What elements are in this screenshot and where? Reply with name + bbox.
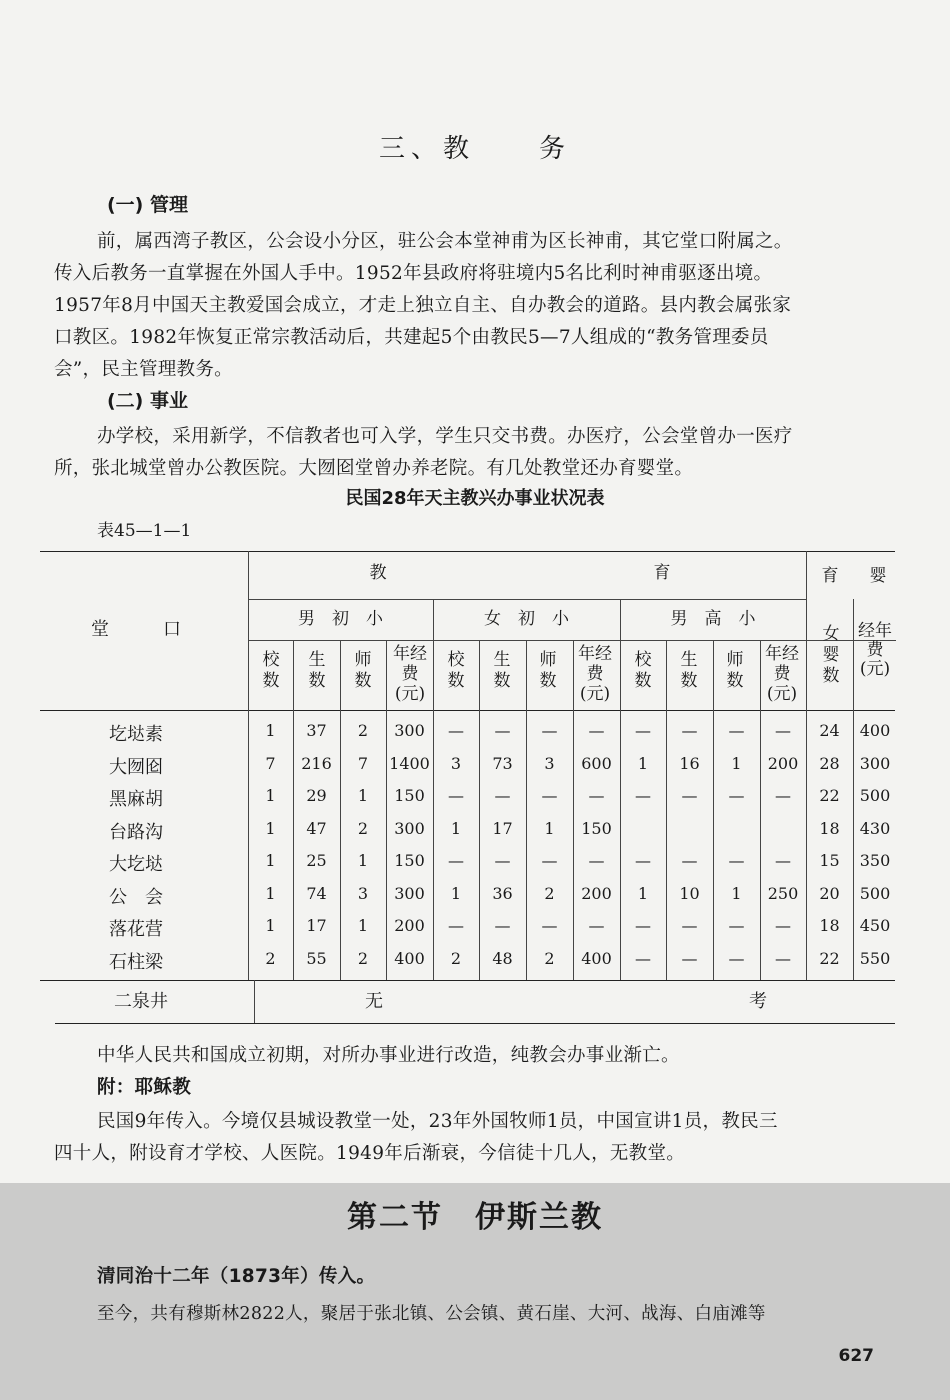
table-cell: 10: [679, 883, 700, 903]
table-cell: —: [728, 721, 745, 740]
text-line: 办学校，采用新学，不信教者也可入学，学生只交书费。办医疗，公会堂曾办一医疗: [97, 426, 793, 447]
table-cell: 300: [394, 721, 425, 740]
table-cell: 200: [581, 883, 612, 903]
header-care-b: 婴: [869, 566, 887, 586]
table-cell: 36: [492, 883, 513, 903]
subheader-fund: 年经: [393, 644, 427, 664]
table-cell: —: [728, 916, 745, 935]
subheader-fund: 年经: [578, 644, 612, 664]
table-bottom-rule: [55, 1023, 895, 1024]
table-cell: —: [775, 851, 791, 870]
table-cell: 22: [819, 948, 840, 968]
table-cell: —: [635, 721, 651, 740]
text-line: 口教区。1982年恢复正常宗教活动后，共建起5个由教民5—7人组成的“教务管理委员: [54, 327, 769, 348]
table-cell: —: [494, 851, 511, 870]
table-cell: 7: [265, 753, 276, 773]
table-cell: 55: [306, 948, 327, 968]
group-boys-primary: 男 初 小: [298, 609, 383, 629]
table-cell: 2: [450, 948, 462, 968]
table-body-rule: [40, 980, 895, 981]
last-row-verify: 考: [749, 991, 767, 1012]
table-cell: 400: [394, 948, 425, 968]
table-cell: 2: [357, 818, 369, 838]
table-cell: 2: [265, 948, 276, 968]
table-cell: 1: [731, 753, 742, 773]
header-edu-a: 教: [369, 563, 387, 583]
table-title: 民国28年天主教兴办事业状况表: [345, 488, 605, 509]
table-cell: 550: [859, 948, 891, 968]
subheader-fund: (元): [766, 684, 798, 704]
table-cell: 3: [357, 883, 369, 903]
table-header-rule: [40, 710, 895, 711]
table-cell: 200: [767, 753, 799, 773]
table-cell: 15: [819, 851, 840, 870]
table-cell: 1: [265, 851, 276, 870]
text-line: 前，属西湾子教区，公会设小分区，驻公会本堂神甫为区长神甫，其它堂口附属之。: [97, 231, 793, 252]
table-cell: 1: [357, 851, 369, 870]
table-rule: [248, 640, 896, 641]
table-cell: —: [728, 851, 745, 870]
row-name: 黑麻胡: [109, 789, 163, 810]
table-cell: 1: [265, 883, 276, 903]
table-cell: —: [588, 916, 605, 935]
paragraph-islam-body: 至今，共有穆斯林2822人，聚居于张北镇、公会镇、黄石崖、大河、战海、白庙滩等: [97, 1304, 766, 1324]
table-cell: 1: [450, 818, 462, 838]
paragraph-islam-intro: 清同治十二年（1873年）传入。: [97, 1266, 376, 1287]
table-cell: 73: [492, 753, 513, 773]
table-cell: 400: [859, 721, 891, 740]
table-cell: 600: [581, 753, 612, 773]
table-cell: 1: [544, 818, 555, 838]
table-cell: —: [681, 721, 698, 740]
row-name: 落花营: [109, 919, 163, 940]
table-cell: —: [494, 916, 511, 935]
table-cell: —: [635, 948, 651, 968]
table-cell: —: [635, 851, 651, 870]
table-cell: 400: [581, 948, 612, 968]
table-cell: 216: [301, 753, 332, 773]
table-cell: 2: [544, 948, 555, 968]
table-cell: 300: [394, 818, 425, 838]
row-name: 圪垯素: [109, 724, 163, 745]
header-care-fund-3: (元): [859, 659, 891, 679]
table-cell: —: [681, 916, 698, 935]
table-cell: 17: [306, 916, 327, 935]
table-cell: 28: [819, 753, 840, 773]
table-cell: 20: [819, 883, 840, 903]
table-cell: 450: [859, 916, 891, 935]
text-line: 会”，民主管理教务。: [54, 359, 233, 380]
table-cell: 2: [357, 721, 369, 740]
subheader-fund: 费: [586, 664, 604, 684]
subheading-management: (一) 管理: [107, 194, 188, 216]
table-cell: 1: [265, 916, 276, 935]
subheader-schools: 校数: [634, 650, 652, 691]
subheader-fund: 年经: [765, 644, 799, 664]
table-cell: 24: [819, 721, 840, 740]
table-cell: —: [728, 948, 745, 968]
subheader-students: 生数: [493, 650, 511, 691]
table-cell: 48: [492, 948, 513, 968]
table-cell: 47: [306, 818, 327, 838]
table-cell: 3: [544, 753, 555, 773]
table-cell: 300: [859, 753, 891, 773]
table-cell: —: [448, 786, 464, 805]
row-header: 堂 口: [91, 619, 181, 640]
table-cell: 500: [859, 786, 891, 805]
group-girls-primary: 女 初 小: [484, 609, 569, 629]
table-cell: 29: [306, 786, 327, 805]
table-cell: —: [728, 786, 745, 805]
section-title: 三、教 务: [378, 134, 571, 164]
row-name: 台路沟: [109, 821, 163, 843]
table-cell: —: [448, 916, 464, 935]
table-cell: 1: [357, 786, 369, 805]
table-cell: 7: [357, 753, 369, 773]
paragraph-transformation: 中华人民共和国成立初期，对所办事业进行改造，纯教会办事业渐亡。: [97, 1045, 680, 1066]
last-row-name: 二泉井: [114, 991, 168, 1012]
table-code: 表45—1—1: [97, 521, 192, 541]
table-top-rule: [40, 551, 895, 552]
header-edu-b: 育: [653, 563, 671, 583]
table-rule: [248, 599, 806, 600]
table-cell: 74: [306, 883, 327, 903]
table-cell: 1: [265, 786, 276, 805]
subheader-fund: 费: [773, 664, 791, 684]
row-name: 大圪垯: [109, 854, 163, 875]
table-cell: 22: [819, 786, 840, 805]
subheader-fund: 费: [401, 664, 419, 684]
table-cell: —: [681, 851, 698, 870]
last-row-none: 无: [365, 991, 383, 1012]
table-cell: —: [588, 721, 605, 740]
table-cell: 350: [859, 851, 891, 870]
text-line: 所，张北城堂曾办公教医院。大囫囵堂曾办养老院。有几处教堂还办育婴堂。: [54, 458, 694, 479]
table-cell: —: [494, 721, 511, 740]
table-cell: 16: [679, 753, 700, 773]
table-cell: —: [448, 851, 464, 870]
table-cell: 1: [731, 883, 742, 903]
header-care-fund-2: 费: [866, 640, 884, 660]
table-cell: —: [494, 786, 511, 805]
table-cell: —: [681, 786, 698, 805]
text-line: 1957年8月中国天主教爱国会成立，才走上独立自主、自办教会的道路。县内教会属张家: [54, 295, 792, 316]
table-cell: 1: [265, 721, 276, 740]
subheader-teachers: 师数: [726, 650, 744, 691]
table-cell: 300: [394, 883, 425, 903]
table-cell: 17: [492, 818, 513, 838]
subheader-students: 生数: [308, 650, 326, 691]
table-cell: —: [775, 948, 791, 968]
table-cell: 430: [859, 818, 891, 838]
group-boys-higher: 男 高 小: [670, 609, 756, 629]
subheader-students: 生数: [680, 650, 698, 691]
table-cell: 150: [394, 786, 425, 805]
table-cell: 2: [357, 948, 369, 968]
table-cell: —: [541, 786, 558, 805]
table-cell: 25: [306, 851, 327, 870]
row-name: 公 会: [109, 886, 163, 908]
table-cell: 1400: [389, 753, 430, 773]
table-cell: 3: [450, 753, 462, 773]
text-line: 民国9年传入。今境仅县城设教堂一处，23年外国牧师1员，中国宣讲1员，教民三: [97, 1111, 778, 1132]
subheader-teachers: 师数: [539, 650, 557, 691]
table-cell: —: [681, 948, 698, 968]
table-cell: 1: [637, 753, 649, 773]
table-cell: 1: [450, 883, 462, 903]
table-cell: 1: [637, 883, 649, 903]
table-cell: —: [541, 851, 558, 870]
appendix-heading: 附：耶稣教: [97, 1077, 192, 1098]
table-cell: —: [448, 721, 464, 740]
page-number: 627: [838, 1346, 874, 1366]
row-name: 石柱梁: [109, 951, 163, 973]
table-cell: —: [635, 786, 651, 805]
table-cell: 1: [265, 818, 276, 838]
subheading-enterprise: (二) 事业: [107, 390, 188, 412]
section2-title: 第二节 伊斯兰教: [347, 1200, 603, 1235]
table-cell: 250: [767, 883, 799, 903]
table-cell: 200: [394, 916, 425, 935]
table-cell: —: [775, 721, 791, 740]
subheader-schools: 校数: [447, 650, 465, 691]
table-cell: 37: [306, 721, 327, 740]
header-girl-count: 女婴数: [822, 624, 840, 686]
table-cell: 500: [859, 883, 891, 903]
subheader-fund: (元): [394, 684, 426, 704]
table-cell: —: [635, 916, 651, 935]
header-care-fund-1: 经年: [858, 621, 892, 641]
table-cell: —: [588, 786, 605, 805]
table-cell: 2: [544, 883, 555, 903]
table-cell: 150: [394, 851, 425, 870]
header-care-a: 育: [821, 566, 839, 586]
table-cell: 150: [581, 818, 612, 838]
table-cell: —: [775, 916, 791, 935]
table-cell: —: [541, 721, 558, 740]
text-line: 传入后教务一直掌握在外国人手中。1952年县政府将驻境内5名比利时神甫驱逐出境。: [54, 263, 773, 284]
table-cell: —: [775, 786, 791, 805]
text-line: 四十人，附设育才学校、人医院。1949年后渐衰，今信徒十几人，无教堂。: [54, 1143, 686, 1164]
subheader-fund: (元): [579, 684, 611, 704]
table-cell: 18: [819, 818, 840, 838]
table-cell: —: [541, 916, 558, 935]
table-cell: —: [588, 851, 605, 870]
subheader-teachers: 师数: [354, 650, 372, 691]
subheader-schools: 校数: [262, 650, 280, 691]
table-cell: 1: [357, 916, 369, 935]
row-name: 大囫囵: [109, 756, 163, 778]
table-cell: 18: [819, 916, 840, 935]
